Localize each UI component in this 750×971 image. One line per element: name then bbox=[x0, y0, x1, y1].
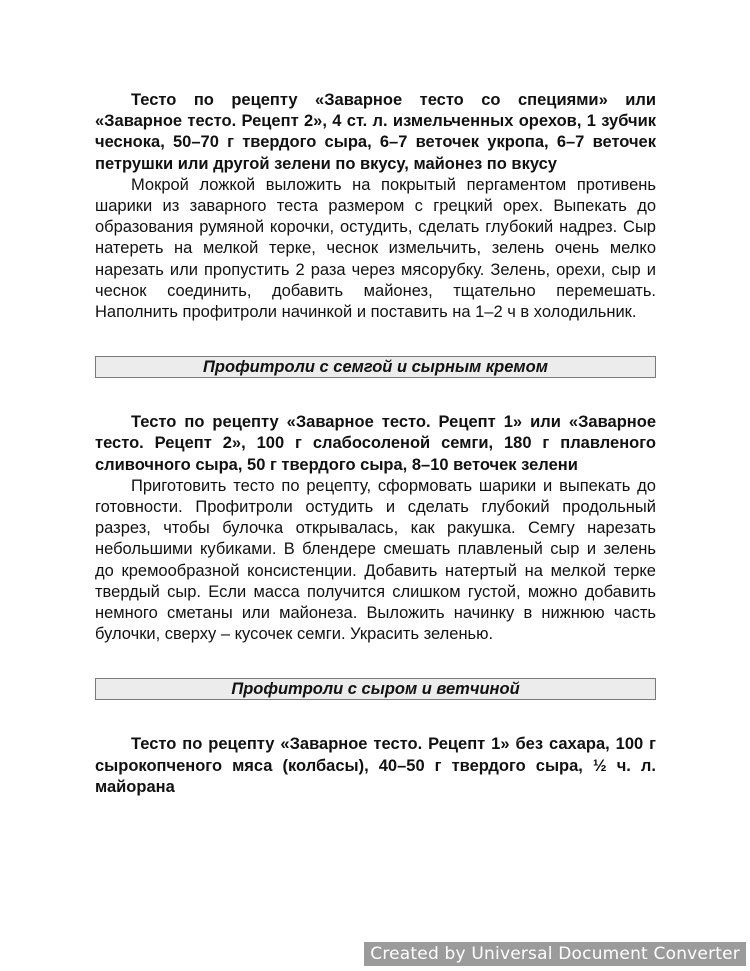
recipe-2-method: Приготовить тесто по рецепту, сформовать шарики и выпекать до готовности. Профитроли остудить и сделать глубокий продольный разрез, чтобы булочка открывалась, как ракушка. Семгу нарезать небольшими кубиками. В блендере смешать плавленый сыр и зелень до кремообразной консистенции. Добавить натертый на мелкой терке твердый сыр. Если масса получится слишком густой, можно добавить немного сметаны или майонеза. Выложить начинку в нижнюю часть булочки, сверху – кусочек семги. Украсить зеленью. bbox=[95, 476, 656, 644]
recipe-1-method: Мокрой ложкой выложить на покрытый пергаментом противень шарики из заварного теста размером с грецкий орех. Выпекать до образования румяной корочки, остудить, сделать глубокий надрез. Сыр натереть на мелкой терке, чеснок измельчить, зелень очень мелко нарезать или пропустить 2 раза через мясорубку. Зелень, орехи, сыр и чеснок соединить, добавить майонез, тщательно перемешать. Наполнить профитроли начинкой и поставить на 1–2 ч в холодильник. bbox=[95, 175, 656, 322]
watermark: Created by Universal Document Converter bbox=[364, 942, 746, 966]
recipe-2-ingredients: Тесто по рецепту «Заварное тесто. Рецепт 1» или «Заварное тесто. Рецепт 2», 100 г слабосоленой семги, 180 г плавленого сливочного сыра, 50 г твердого сыра, 8–10 веточек зелени bbox=[95, 413, 656, 474]
recipe-3-ingredients: Тесто по рецепту «Заварное тесто. Рецепт 1» без сахара, 100 г сырокопченого мяса (колбасы), 40–50 г твердого сыра, ½ ч. л. майорана bbox=[95, 735, 656, 796]
recipe-1-ingredients: Тесто по рецепту «Заварное тесто со специями» или «Заварное тесто. Рецепт 2», 4 ст. л. измельченных орехов, 1 зубчик чеснока, 50–70 г твердого сыра, 6–7 веточек укропа, 6–7 веточек петрушки или другой зелени по вкусу, майонез по вкусу bbox=[95, 91, 656, 173]
recipe-2-title: Профитроли с семгой и сырным кремом bbox=[95, 356, 656, 378]
recipe-3-title: Профитроли с сыром и ветчиной bbox=[95, 678, 656, 700]
document-page bbox=[95, 90, 656, 798]
